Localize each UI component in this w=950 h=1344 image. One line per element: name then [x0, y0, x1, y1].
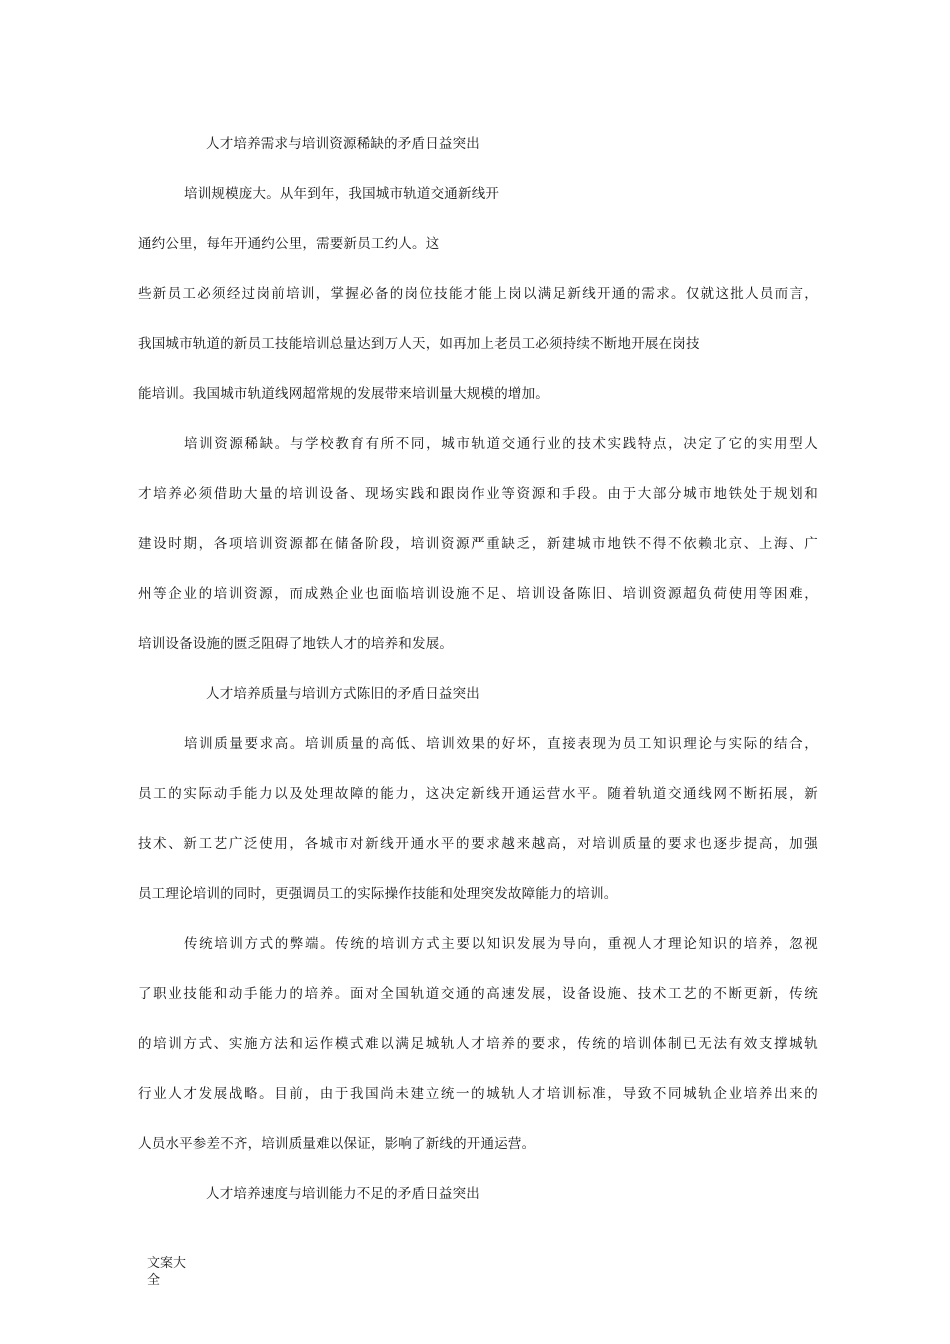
paragraph-line: 培训规模庞大。从年到年，我国城市轨道交通新线开 [184, 186, 500, 202]
paragraph-line: 行业人才发展战略。目前，由于我国尚未建立统一的城轨人才培训标准，导致不同城轨企业培养出来的 [138, 1086, 818, 1102]
section-heading: 人才培养速度与培训能力不足的矛盾日益突出 [206, 1186, 480, 1202]
section-heading: 人才培养需求与培训资源稀缺的矛盾日益突出 [206, 136, 480, 152]
paragraph-line: 的培训方式、实施方法和运作模式难以满足城轨人才培养的要求，传统的培训体制已无法有效支撑城轨 [138, 1036, 818, 1052]
paragraph-line: 通约公里，每年开通约公里，需要新员工约人。这 [138, 236, 440, 252]
paragraph-line: 些新员工必须经过岗前培训，掌握必备的岗位技能才能上岗以满足新线开通的需求。仅就这批人员而言， [138, 286, 818, 302]
paragraph-line: 培训资源稀缺。与学校教育有所不同，城市轨道交通行业的技术实践特点，决定了它的实用型人 [184, 436, 818, 452]
paragraph-line: 员工理论培训的同时，更强调员工的实际操作技能和处理突发故障能力的培训。 [138, 886, 618, 902]
paragraph-line: 了职业技能和动手能力的培养。面对全国轨道交通的高速发展，设备设施、技术工艺的不断更新，传统 [138, 986, 818, 1002]
paragraph-line: 培训设备设施的匮乏阻碍了地铁人才的培养和发展。 [138, 636, 454, 652]
page-footer: 文案大全 [147, 1256, 187, 1288]
paragraph-line: 培训质量要求高。培训质量的高低、培训效果的好坏，直接表现为员工知识理论与实际的结合， [184, 736, 818, 752]
paragraph-line: 才培养必须借助大量的培训设备、现场实践和跟岗作业等资源和手段。由于大部分城市地铁处于规划和 [138, 486, 818, 502]
paragraph-line: 人员水平参差不齐，培训质量难以保证，影响了新线的开通运营。 [138, 1136, 536, 1152]
paragraph-line: 州等企业的培训资源，而成熟企业也面临培训设施不足、培训设备陈旧、培训资源超负荷使用等困难， [138, 586, 818, 602]
paragraph-line: 能培训。我国城市轨道线网超常规的发展带来培训量大规模的增加。 [138, 386, 549, 402]
paragraph-line: 技术、新工艺广泛使用，各城市对新线开通水平的要求越来越高，对培训质量的要求也逐步提高，加强 [138, 836, 818, 852]
paragraph-line: 传统培训方式的弊端。传统的培训方式主要以知识发展为导向，重视人才理论知识的培养，忽视 [184, 936, 818, 952]
paragraph-line: 我国城市轨道的新员工技能培训总量达到万人天，如再加上老员工必须持续不断地开展在岗技 [138, 336, 700, 352]
paragraph-line: 员工的实际动手能力以及处理故障的能力，这决定新线开通运营水平。随着轨道交通线网不断拓展，新 [138, 786, 818, 802]
section-heading: 人才培养质量与培训方式陈旧的矛盾日益突出 [206, 686, 480, 702]
paragraph-line: 建设时期，各项培训资源都在储备阶段，培训资源严重缺乏，新建城市地铁不得不依赖北京、上海、广 [138, 536, 818, 552]
